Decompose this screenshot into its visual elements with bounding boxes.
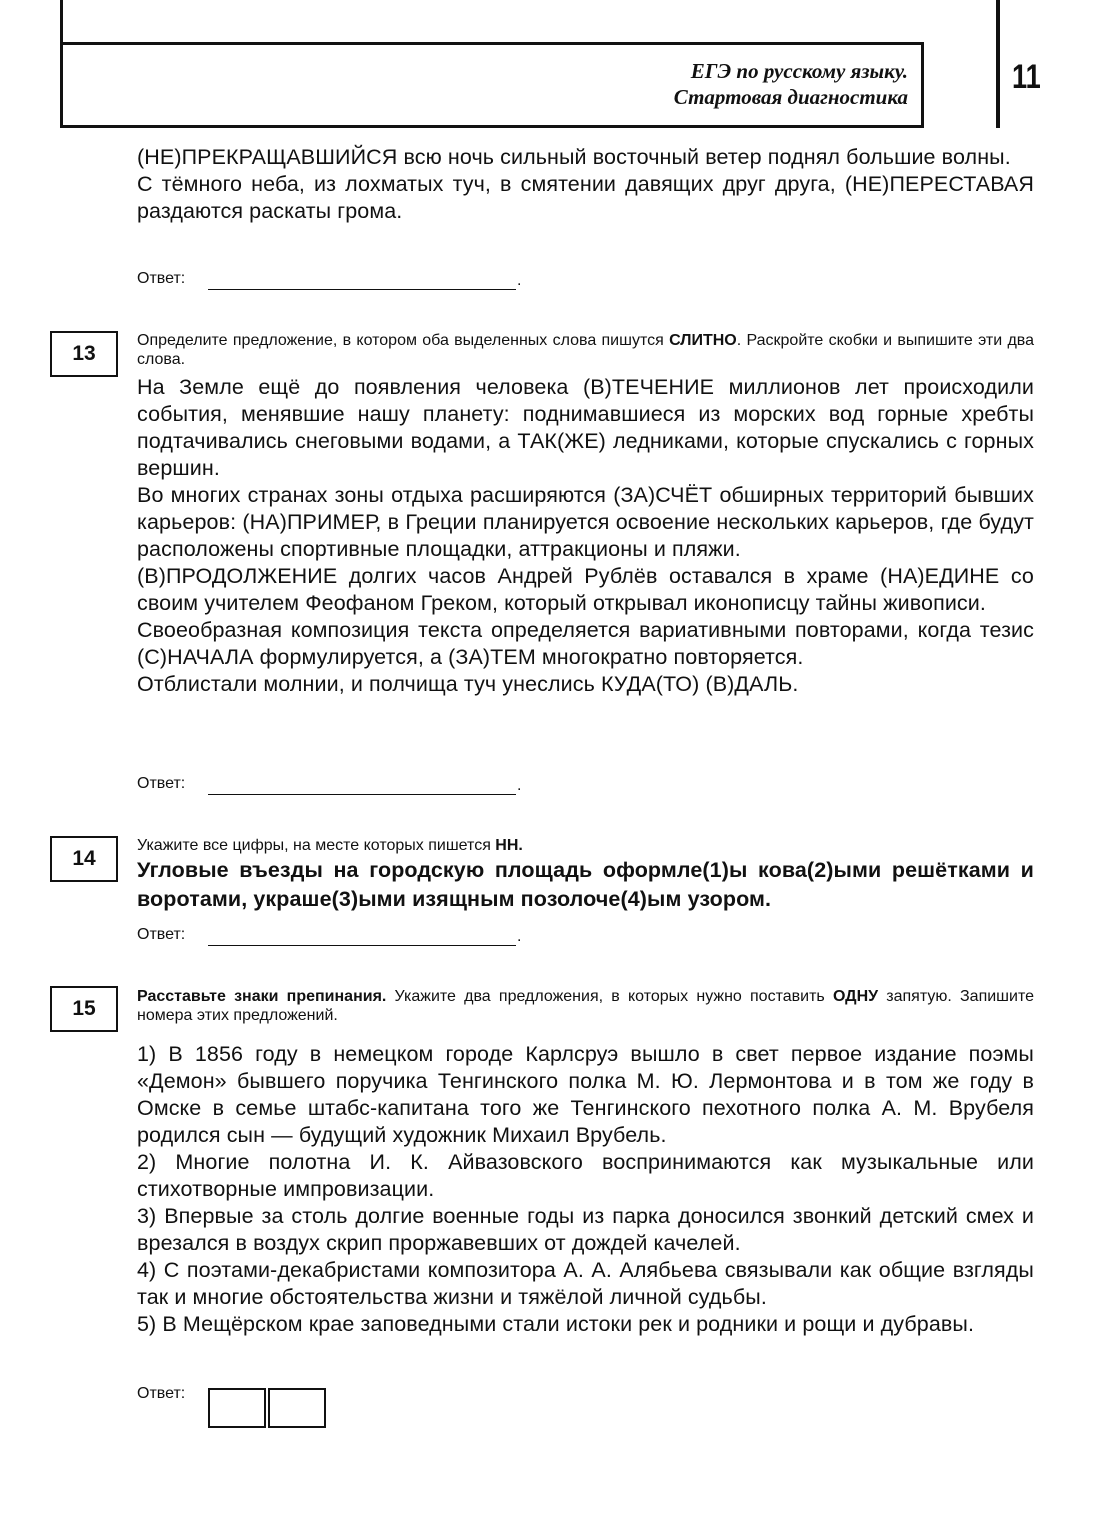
task15-instruction-text: Укажите два предложения, в которых нужно поставить — [386, 988, 833, 1005]
task15-number-box: 15 — [50, 986, 118, 1032]
task14-answer-dot: . — [517, 928, 522, 945]
task15-answer-label: Ответ: — [137, 1385, 186, 1402]
task14-instruction-bold: НН. — [495, 837, 523, 854]
task12-sentence: С тёмного неба, из лохматых туч, в смятении давящих друг друга, (НЕ)ПЕРЕСТАВАЯ раздаются раскаты грома. — [137, 172, 1034, 223]
header-title-line2: Стартовая диагностика — [673, 85, 908, 109]
task13-instruction-text: Определите предложение, в котором оба выделенных слова пишутся — [137, 332, 670, 349]
header-frame-right — [921, 42, 924, 128]
task13-instruction-bold: СЛИТНО — [669, 332, 737, 349]
task13-paragraph: Своеобразная композиция текста определяется вариативными повторами, когда тезис (С)НАЧАЛА формулируется, а (ЗА)ТЕМ многократно повторяется. — [137, 618, 1034, 669]
task15-answer-cell-1[interactable] — [208, 1388, 266, 1428]
task13-answer-field[interactable] — [208, 794, 516, 795]
page-number: 11 — [1012, 58, 1041, 96]
page-number-divider — [996, 0, 1000, 128]
task12-text — [137, 144, 1034, 225]
task15-instruction-bold-one: ОДНУ — [832, 988, 879, 1005]
task14-answer-label: Ответ: — [137, 926, 186, 943]
task14-instruction — [137, 836, 1034, 855]
task15-text — [137, 1041, 1034, 1338]
task15-instruction-text-end: запятую. Запишите номера этих предложений. — [137, 988, 1034, 1024]
task14-instruction-text: Укажите все цифры, на месте которых пишется — [137, 837, 496, 854]
task15-answer-cell-2[interactable] — [268, 1388, 326, 1428]
task15-sentence: 1) В 1856 году в немецком городе Карлсруэ вышло в свет первое издание поэмы «Демон» бывшего поручика Тенгинского полка М. Ю. Лермонтова и в том же году в Омске в семье штабс-капитана того же Тенгинского пехотного полка А. М. Врубеля родился сын — будущий художник Михаил Врубель. — [137, 1042, 1034, 1147]
task14-number-box: 14 — [50, 836, 118, 882]
task13-paragraph: Во многих странах зоны отдыха расширяются (ЗА)СЧЁТ обширных территорий бывших карьеров: (НА)ПРИМЕР, в Греции планируется освоение нескольких карьеров, где будут расположены спортивные площадки, аттракционы и пляжи. — [137, 483, 1034, 561]
header-frame-bottom — [60, 125, 924, 128]
task15-sentence: 5) В Мещёрском крае заповедными стали истоки рек и родники и рощи и дубравы. — [137, 1312, 975, 1336]
header-title — [540, 58, 908, 110]
task12-answer-field[interactable] — [208, 289, 516, 290]
task12-answer-label: Ответ: — [137, 270, 186, 287]
header-frame-top — [60, 42, 924, 45]
task13-text — [137, 374, 1034, 698]
task14-sentence: Угловые въезды на городскую площадь оформле(1)ы кова(2)ыми решётками и воротами, украше(3)ыми изящным позолоче(4)ым узором. — [137, 858, 1034, 911]
task15-instruction — [137, 987, 1034, 1025]
task12-sentence: (НЕ)ПРЕКРАЩАВШИЙСЯ всю ночь сильный восточный ветер поднял большие волны. — [137, 145, 1011, 169]
task13-instruction — [137, 331, 1034, 369]
task15-sentence: 4) С поэтами-декабристами композитора А. А. Алябьева связывали как общие взгляды так и многие обстоятельства жизни и тяжёлой личной судьбы. — [137, 1258, 1034, 1309]
task14-answer-field[interactable] — [208, 945, 516, 946]
task13-number-box: 13 — [50, 331, 118, 377]
task13-paragraph: (В)ПРОДОЛЖЕНИЕ долгих часов Андрей Рублёв оставался в храме (НА)ЕДИНЕ со своим учителем Феофаном Греком, который открывал иконописцу тайны живописи. — [137, 564, 1034, 615]
header-title-line1: ЕГЭ по русскому языку. — [690, 59, 908, 83]
header-frame-left — [60, 0, 63, 128]
task13-instruction-text-end: . Раскройте скобки и выпишите эти два слова. — [137, 332, 1034, 368]
task13-paragraph: На Земле ещё до появления человека (В)ТЕЧЕНИЕ миллионов лет происходили события, менявшие нашу планету: поднимавшиеся из морских вод горные хребты подтачивались снеговыми водами, а ТАК(ЖЕ) ледниками, которые спускались с горных вершин. — [137, 375, 1034, 480]
task12-answer-dot: . — [517, 272, 522, 289]
task13-paragraph: Отблистали молнии, и полчища туч унеслись КУДА(ТО) (В)ДАЛЬ. — [137, 672, 799, 696]
task15-instruction-bold: Расставьте знаки препинания. — [137, 988, 387, 1005]
task15-sentence: 2) Многие полотна И. К. Айвазовского воспринимаются как музыкальные или стихотворные импровизации. — [137, 1150, 1034, 1201]
task15-sentence: 3) Впервые за столь долгие военные годы из парка доносился звонкий детский смех и врезался в воздух скрип проржавевших от дождей качелей. — [137, 1204, 1034, 1255]
task13-answer-dot: . — [517, 777, 522, 794]
task13-answer-label: Ответ: — [137, 775, 186, 792]
